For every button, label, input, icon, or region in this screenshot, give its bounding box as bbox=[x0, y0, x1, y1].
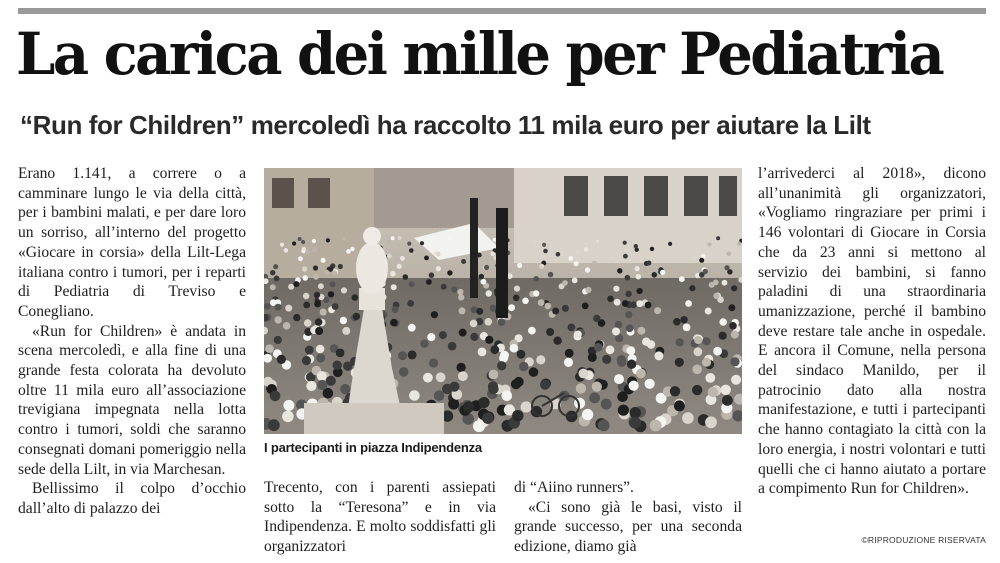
article-column-2 bbox=[264, 478, 496, 557]
paragraph-6: «Ci sono già le basi, visto il grande successo, per una seconda edizione, diamo già bbox=[514, 498, 742, 556]
paragraph-4: Trecento, con i parenti assiepati sotto la “Teresona” e in via Indipendenza. E molto soddisfatti gli organizzatori bbox=[264, 479, 496, 556]
paragraph-2: «Run for Children» è andata in scena mercoledì, e alla fine di una grande festa colorata ha devoluto oltre 11 mila euro all’associazione trevigiana impegnata nella lotta contro i tumori, soldi che saranno consegnati domani pomeriggio nella sede della Lilt, in via Marchesan. bbox=[18, 322, 246, 478]
paragraph-7: l’arrivederci al 2018», dicono all’unanimità gli organizzatori, «Vogliamo ringraziare per primi i 146 volontari di Giocare in Corsia che da 23 anni si mettono al servizio dei bambini, si fanno paladini di una straordinaria umanizzazione, perché il bambino deve restare tale anche in ospedale. E ancora il Comune, nella persona del sindaco Manildo, per il patrocinio dato alla nostra manifestazione, e tutti i partecipanti che hanno contagiato la città con la loro energia, i nostri volontari e tutti quelli che ci hanno aiutato a portare a compimento Run for Children». bbox=[758, 165, 986, 498]
article-column-1 bbox=[18, 164, 246, 519]
headline: La carica dei mille per Pediatria bbox=[16, 20, 943, 88]
crowd-photo-illustration bbox=[264, 168, 742, 434]
article-column-3 bbox=[514, 478, 742, 557]
article-column-4 bbox=[758, 164, 986, 499]
subheadline: “Run for Children” mercoledì ha raccolto 11 mila euro per aiutare la Lilt bbox=[20, 110, 871, 140]
paragraph-5: di “Aiino runners”. bbox=[514, 479, 634, 496]
copyright-notice: ©RIPRODUZIONE RISERVATA bbox=[861, 535, 986, 545]
photo-caption: I partecipanti in piazza Indipendenza bbox=[264, 440, 482, 455]
paragraph-3: Bellissimo il colpo d’occhio dall’alto di palazzo dei bbox=[18, 480, 246, 517]
paragraph-1: Erano 1.141, a correre o a camminare lungo le via della città, per i bambini malati, e per dare loro un sorriso, all’interno del progetto «Giocare in corsia» della Lilt-Lega italiana contro i tumori, per i reparti di Pediatria di Treviso e Conegliano. bbox=[18, 165, 246, 320]
crowd-photo bbox=[264, 168, 742, 434]
top-rule bbox=[18, 8, 986, 14]
